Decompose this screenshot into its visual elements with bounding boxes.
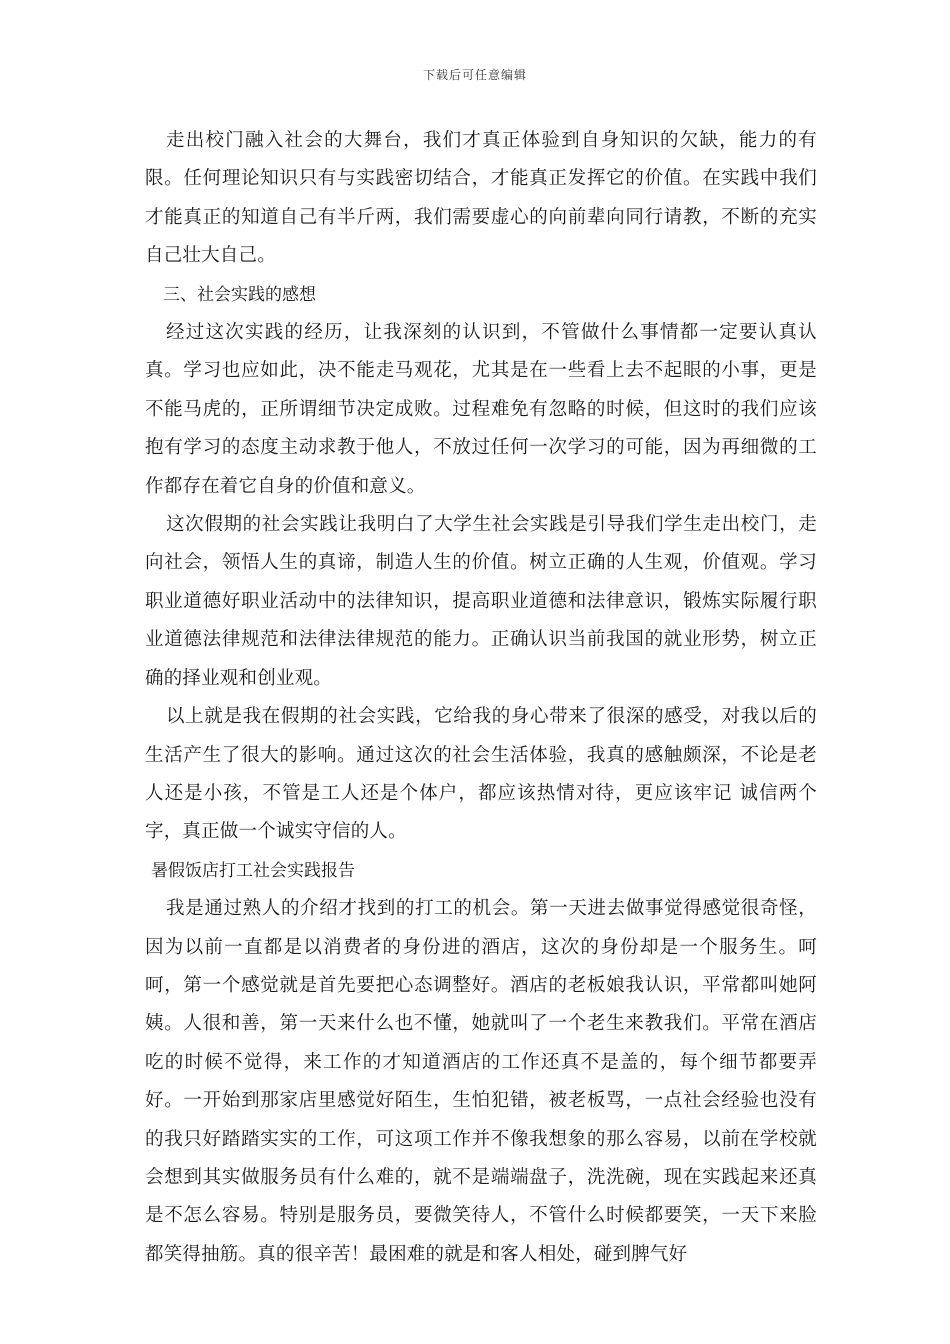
section-heading-reflections: 三、社会实践的感想 [163, 284, 316, 305]
page-header: 下载后可任意编辑 [422, 68, 527, 82]
paragraph-practice-insight: 走出校门融入社会的大舞台，我们才真正体验到自身知识的欠缺，能力的有限。任何理论知识只有与实践密切结合，才能真正发挥它的价值。在实践中我们才能真正的知道自己有半斤两，我们需要虚心的向前辈向同行请教，不断的充实自己壮大自己。 [145, 130, 817, 267]
paragraph-holiday-practice: 这次假期的社会实践让我明白了大学生社会实践是引导我们学生走出校门，走向社会，领悟人生的真谛，制造人生的价值。树立正确的人生观，价值观。学习职业道德好职业活动中的法律知识，提高职业道德和法律意识，锻炼实际履行职业道德法律规范和法律法律规范的能力。正确认识当前我国的就业形势，树立正确的择业观和创业观。 [145, 514, 817, 689]
paragraph-conclusion: 以上就是我在假期的社会实践，它给我的身心带来了很深的感受，对我以后的生活产生了很大的影响。通过这次的社会生活体验，我真的感触颇深，不论是老人还是小孩，不管是工人还是个体户，都应该热情对待，更应该牢记 诚信两个字，真正做一个诚实守信的人。 [145, 706, 817, 843]
report-title: 暑假饭店打工社会实践报告 [151, 860, 355, 881]
paragraph-experience-lesson: 经过这次实践的经历，让我深刻的认识到，不管做什么事情都一定要认真认真。学习也应如此，决不能走马观花，尤其是在一些看上去不起眼的小事，更是不能马虎的，正所谓细节决定成败。过程难免有忽略的时候，但这时的我们应该抱有学习的态度主动求教于他人，不放过任何一次学习的可能，因为再细微的工作都存在着它自身的价值和意义。 [145, 322, 817, 497]
paragraph-restaurant-work: 我是通过熟人的介绍才找到的打工的机会。第一天进去做事觉得感觉很奇怪，因为以前一直都是以消费者的身份进的酒店，这次的身份却是一个服务生。呵呵，第一个感觉就是首先要把心态调整好。酒店的老板娘我认识，平常都叫她阿姨。人很和善，第一天来什么也不懂，她就叫了一个老生来教我们。平常在酒店吃的时候不觉得，来工作的才知道酒店的工作还真不是盖的，每个细节都要弄好。一开始到那家店里感觉好陌生，生怕犯错，被老板骂，一点社会经验也没有的我只好踏踏实实的工作，可这项工作并不像我想象的那么容易，以前在学校就会想到其实做服务员有什么难的，就不是端端盘子，洗洗碗，现在实践起来还真是不怎么容易。特别是服务员，要微笑待人，不管什么时候都要笑，一天下来脸都笑得抽筋。真的很辛苦！最困难的就是和客人相处，碰到脾气好 [145, 898, 817, 1265]
document-body [145, 122, 817, 1274]
